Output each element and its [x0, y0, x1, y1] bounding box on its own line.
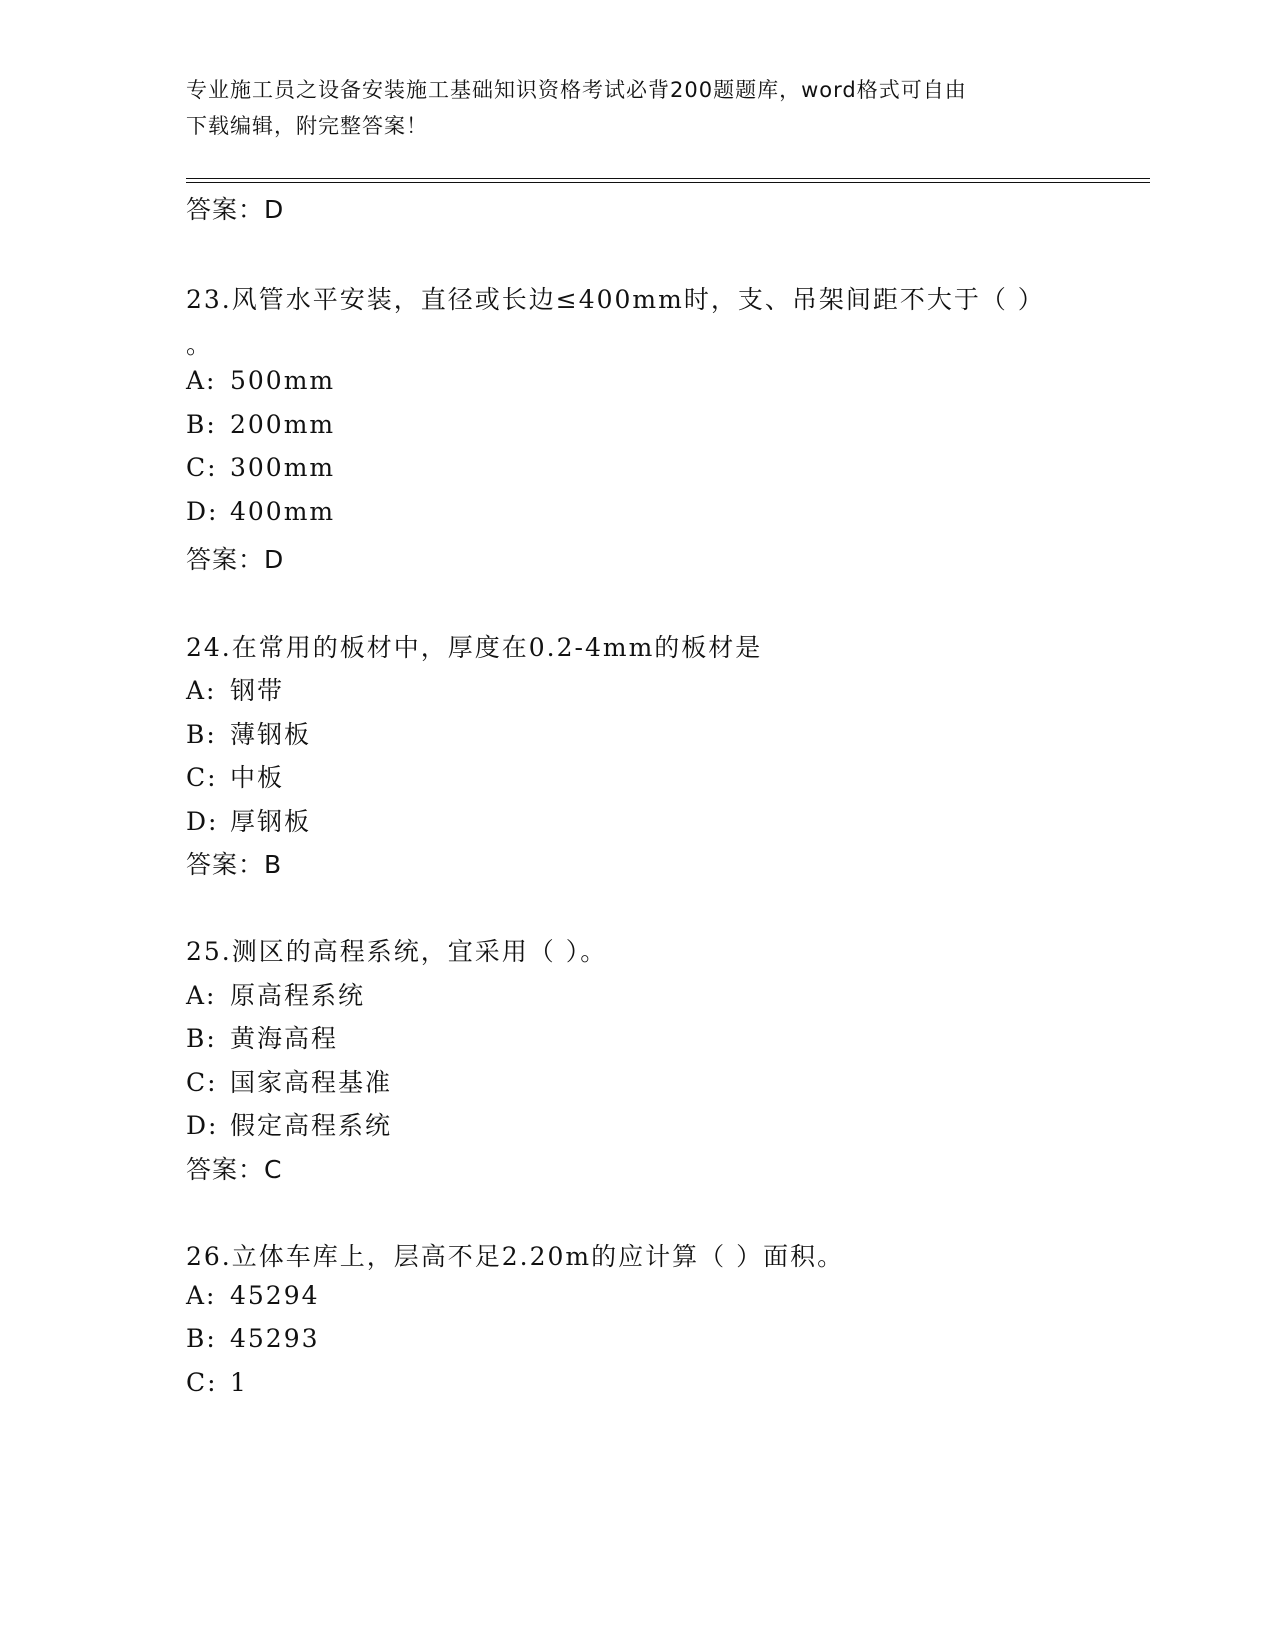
- question-25-option-c: [186, 1063, 392, 1099]
- question-24-option-c: [186, 758, 284, 794]
- question-26-option-a: [186, 1281, 320, 1310]
- question-24-option-a: [186, 671, 284, 707]
- question-26-stem: 26.立体车库上，层高不足2.20m的应计算（ ）面积。: [186, 1242, 845, 1271]
- question-25-option-a: [186, 976, 365, 1012]
- option-letter: C:: [186, 1068, 218, 1097]
- question-23-option-b: [186, 410, 335, 439]
- header-divider-top: [186, 178, 1150, 179]
- question-25-answer: 答案：C: [186, 1155, 283, 1184]
- option-text: 钢带: [230, 676, 285, 705]
- option-letter: A:: [186, 981, 217, 1010]
- question-23-answer: 答案：D: [186, 545, 285, 574]
- question-24-stem: 24.在常用的板材中，厚度在0.2-4mm的板材是: [186, 633, 763, 662]
- option-letter: D:: [186, 1111, 219, 1140]
- option-letter: B:: [186, 1324, 217, 1353]
- option-text: 薄钢板: [230, 720, 312, 749]
- option-text: 400mm: [230, 497, 336, 526]
- option-text: 200mm: [230, 410, 336, 439]
- option-text: 假定高程系统: [230, 1111, 393, 1140]
- question-26-option-c: [186, 1368, 248, 1397]
- question-23-stem-continued: 。: [186, 330, 214, 359]
- question-25-option-b: [186, 1019, 338, 1055]
- option-text: 国家高程基准: [230, 1068, 393, 1097]
- header-line-2: 下载编辑，附完整答案！: [186, 114, 428, 138]
- question-23-option-d: [186, 497, 335, 526]
- header-line-1: 专业施工员之设备安装施工基础知识资格考试必背200题题库，word格式可自由: [186, 78, 967, 102]
- option-letter: B:: [186, 410, 217, 439]
- question-24-option-d: [186, 802, 311, 838]
- option-letter: A:: [186, 1281, 217, 1310]
- option-text: 500mm: [230, 366, 336, 395]
- question-24-option-b: [186, 715, 311, 751]
- option-text: 45294: [230, 1281, 320, 1310]
- option-letter: A:: [186, 676, 217, 705]
- option-letter: D:: [186, 497, 219, 526]
- question-23-stem: 23.风管水平安装，直径或长边≤400mm时，支、吊架间距不大于（ ）: [186, 285, 1045, 314]
- question-23-option-c: [186, 453, 335, 482]
- option-letter: B:: [186, 1024, 217, 1053]
- question-26-option-b: [186, 1324, 320, 1353]
- previous-answer: 答案：D: [186, 195, 285, 224]
- option-letter: C:: [186, 453, 218, 482]
- document-header: [186, 72, 1086, 144]
- option-text: 厚钢板: [230, 807, 312, 836]
- header-divider-bottom: [186, 182, 1150, 183]
- option-text: 原高程系统: [230, 981, 366, 1010]
- option-letter: D:: [186, 807, 219, 836]
- question-23-option-a: [186, 366, 335, 395]
- question-25-stem: 25.测区的高程系统，宜采用（ ）。: [186, 937, 608, 966]
- question-24-answer: 答案：B: [186, 850, 283, 879]
- option-text: 45293: [230, 1324, 320, 1353]
- option-letter: C:: [186, 1368, 218, 1397]
- option-text: 中板: [230, 763, 285, 792]
- option-letter: B:: [186, 720, 217, 749]
- option-letter: C:: [186, 763, 218, 792]
- option-text: 300mm: [230, 453, 336, 482]
- option-text: 黄海高程: [230, 1024, 339, 1053]
- option-text: 1: [230, 1368, 248, 1397]
- question-25-option-d: [186, 1106, 392, 1142]
- option-letter: A:: [186, 366, 217, 395]
